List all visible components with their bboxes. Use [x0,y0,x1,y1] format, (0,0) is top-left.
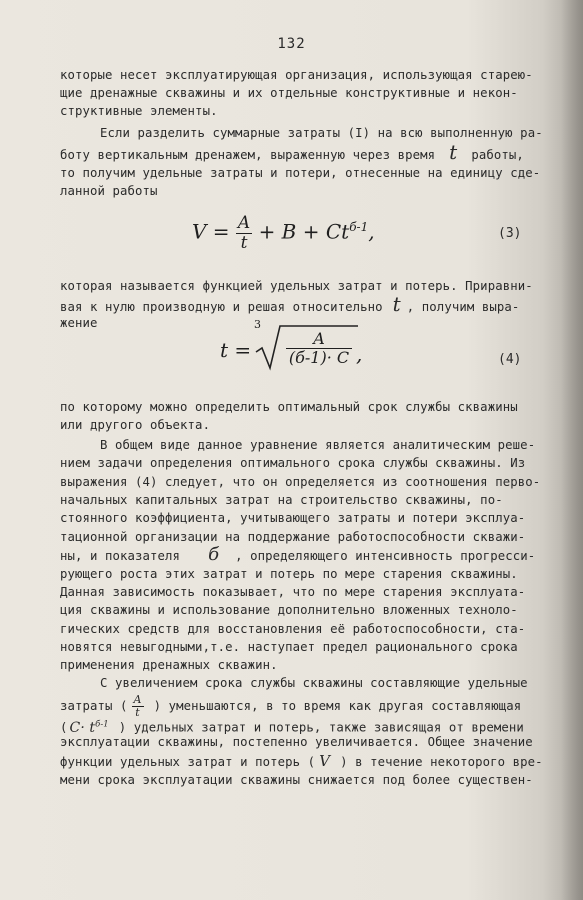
text-line: новятся невыгодными,т.е. наступает предел рационального срока [60,640,518,654]
text-segment: боту вертикальным дренажем, выраженную через время [60,148,436,162]
text-line: тационной организации на поддержание работоспособности скважи- [60,530,526,544]
text-segment: вая к нулю производную и решая относительно [60,300,383,314]
formula-fraction [236,214,252,252]
text-line: или другого объекта. [60,418,211,432]
math-variable: t [449,140,458,164]
text-line: Данная зависимость показывает, что по мере старения эксплуата- [60,585,526,599]
formula-3 [192,214,375,252]
text-segment: функции удельных затрат и потерь ( [60,755,316,769]
formula-comma: , [356,342,363,366]
text-line [60,546,535,565]
text-segment: , определяющего интенсивность прогресси- [235,549,536,563]
formula-comma: , [368,219,375,244]
text-line: которые несет эксплуатирующая организация, использующая старею- [60,68,533,82]
math-variable: б [208,544,220,565]
equation-number: (3) [498,226,522,241]
fraction-denominator: (б-1)· C [288,347,350,367]
formula-lhs: V = [192,219,230,244]
text-line: щие дренажные скважины и их отдельные конструктивные и некон- [60,86,518,100]
inline-term-base: C· t [69,719,96,736]
text-line: структивные элементы. [60,104,218,118]
text-line [60,292,520,316]
text-segment: ны, и показателя [60,549,181,563]
equation-number: (4) [498,352,522,367]
page-number: 132 [277,36,306,52]
text-segment: ) уменьшаются, в то время как другая составляющая [153,699,522,714]
text-line: Если разделить суммарные затраты (I) на всю выполненную ра- [100,126,543,140]
text-line: жение [60,316,98,330]
text-line: по которому можно определить оптимальный срок службы скважины [60,400,518,414]
text-line [60,140,524,164]
formula-4-fraction [286,330,352,366]
root-index: 3 [254,318,261,331]
math-variable: V [319,752,331,770]
text-segment: ) в течение некоторого вре- [340,755,543,769]
math-variable: t [392,292,401,316]
text-line: выражения (4) следует, что он определяется из соотношения перво- [60,475,541,489]
text-line: С увеличением срока службы скважины составляющие удельные [100,676,528,690]
text-segment: затраты ( [60,699,128,714]
text-line: которая называется функцией удельных затрат и потерь. Приравни- [60,279,533,293]
formula-lhs: t = [220,338,252,362]
text-segment: ) удельных затрат и потерь, также зависящая от времени [118,720,524,735]
formula-terms: + B + Ct [258,219,350,244]
fraction-numerator: A [133,693,142,706]
text-line: применения дренажных скважин. [60,658,278,672]
formula-exponent: б-1 [349,220,369,235]
page-edge-shadow [561,0,583,900]
inline-term-exponent: б-1 [95,718,109,728]
formula-fraction [286,330,352,366]
text-segment: , получим выра- [406,300,520,314]
text-line: начальных капитальных затрат на строительство скважины, по- [60,493,503,507]
text-segment: работы, [471,148,524,162]
text-line: нием задачи определения оптимального срока службы скважины. Из [60,456,526,470]
fraction-denominator: t [135,706,140,720]
text-line: рующего роста этих затрат и потерь по мере старения скважины. [60,567,518,581]
fraction-numerator: A [286,330,352,349]
text-line: гических средств для восстановления её работоспособности, ста- [60,622,526,636]
text-line: мени срока эксплуатации скважины снижается под более существен- [60,773,533,787]
text-line: ция скважины и использование дополнительно вложенных техноло- [60,603,518,617]
text-line [60,752,543,771]
text-line: ланной работы [60,184,158,198]
fraction-numerator: A [237,213,251,233]
text-line: В общем виде данное уравнение является аналитическим реше- [100,438,536,452]
text-line: то получим удельные затраты и потери, отнесенные на единицу сде- [60,166,541,180]
text-line: эксплуатации скважины, постепенно увеличивается. Общее значение [60,735,533,749]
text-line: стоянного коэффициента, учитывающего затраты и потери эксплуа- [60,511,526,525]
fraction-denominator: t [240,232,248,253]
text-segment: ( [60,720,68,735]
formula-4 [220,338,251,362]
